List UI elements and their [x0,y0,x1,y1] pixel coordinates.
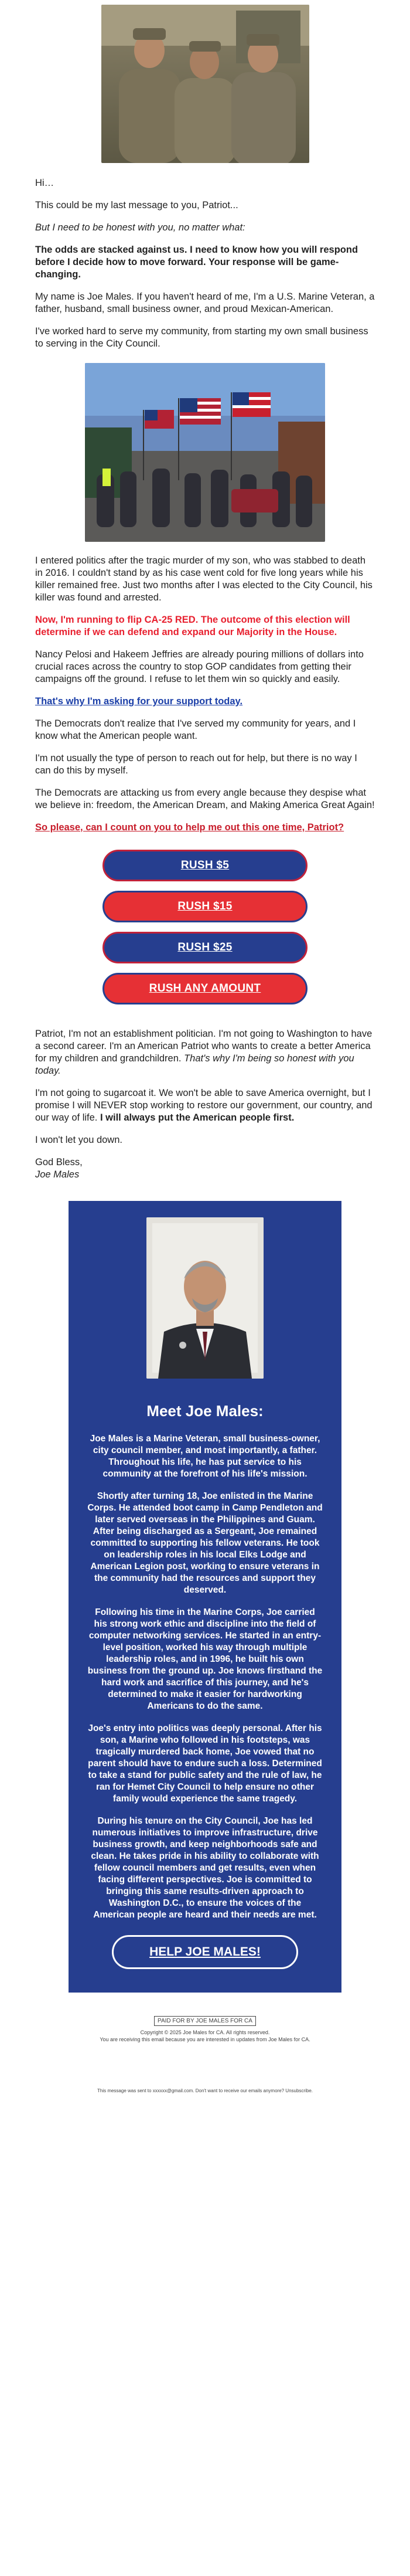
greeting: Hi… [35,178,54,188]
honest-paragraph: But I need to be honest with you, no matter what: [35,222,245,233]
closing-body [35,1028,375,1181]
signature: Joe Males [35,1169,80,1180]
sugarcoat-bold: I will always put the American people first. [100,1112,295,1123]
message-body-continued [35,555,375,834]
rush-5-button[interactable]: RUSH $5 [102,850,308,881]
paid-for-disclaimer: PAID FOR BY JOE MALES FOR CA [154,2016,256,2026]
bio-paragraph-1: Joe Males is a Marine Veteran, small business-owner, city council member, and most importantly, a father. Throughout his life, he has put service to his community at the forefront of his life's mission. [90,1434,320,1479]
signoff-block [35,1156,375,1181]
not-usually-paragraph: I'm not usually the type of person to reach out for help, but there is no way I can do this by myself. [35,753,357,776]
bio-paragraph-5: During his tenure on the City Council, Joe has led numerous initiatives to improve infrastructure, drive business growth, and keep neighborhoods safe and clean. He takes pride in his ability to collaborate with fellow council members and get results, even when facing different perspectives. Joe is committed to bringing this same results-driven approach to Washington D.C., to ensure the voices of the American people are heard and their needs are met. [91,1816,319,1920]
pelosi-paragraph: Nancy Pelosi and Hakeem Jeffries are already pouring millions of dollars into crucial races across the country to stop GOP candidates from getting their campaigns off the ground. I refuse to let them win so quickly and easily. [35,649,364,684]
stacked-paragraph: The odds are stacked against us. I need to know how you will respond before I decide how to move forward. Your response will be game-changing. [35,245,358,280]
bio-section [69,1201,341,1993]
sugarcoat-text: I'm not going to sugarcoat it. We won't be able to save America overnight, but I promise I will NEVER stop working to restore our government, our country, and our way of life. [35,1088,373,1123]
letdown-paragraph: I won't let you down. [35,1135,122,1145]
patriot-italic: That's why I'm being so honest with you today. [35,1053,354,1076]
flag-parade-photo [85,363,325,542]
email-body [35,0,375,2093]
rush-any-amount-button[interactable]: RUSH ANY AMOUNT [102,973,308,1004]
sugarcoat-paragraph [35,1087,375,1124]
democrats-paragraph: The Democrats don't realize that I've served my community for years, and I know what the American people want. [35,718,356,741]
worked-paragraph: I've worked hard to serve my community, from starting my own small business to serving in the City Council. [35,326,368,349]
message-body [35,177,375,350]
help-joe-males-button[interactable]: HELP JOE MALES! [112,1935,298,1969]
rush-15-button[interactable]: RUSH $15 [102,891,308,922]
attacking-paragraph: The Democrats are attacking us from every angle because they despise what we believe in: freedom, the American Dream, and Making America Great Again! [35,788,375,810]
receiving-notice: You are receiving this email because you are interested in updates from Joe Males for CA. [100,2037,310,2042]
patriot-paragraph [35,1028,375,1077]
copyright: Copyright © 2025 Joe Males for CA. All rights reserved. [140,2029,270,2035]
flip-paragraph: Now, I'm running to flip CA-25 RED. The outcome of this election will determine if we can defend and expand our Majority in the House. [35,615,350,637]
portrait-photo [146,1217,264,1379]
intro-paragraph: This could be my last message to you, Patriot... [35,200,238,211]
bio-paragraph-3: Following his time in the Marine Corps, Joe carried his strong work ethic and discipline into the field of computer networking services. He started in an entry-level position, worked his way through multiple leadership roles, and in 1996, he built his own business from the ground up. Joe knows firsthand the hard work and sacrifice of this journey, and he's determined to make it easier for hardworking Americans to do the same. [87,1607,323,1711]
marines-photo [101,5,309,163]
count-on-link[interactable]: So please, can I count on you to help me out this one time, Patriot? [35,822,344,833]
patriot-text: Patriot, I'm not an establishment politician. I'm not going to Washington to have a second career. I'm an American Patriot who wants to create a better America for my children and grandchildren. [35,1029,373,1064]
bio-paragraph-2: Shortly after turning 18, Joe enlisted in the Marine Corps. He attended boot camp in Camp Pendleton and later served overseas in the Philippines and Guam. After being discharged as a Sergeant, Joe remained committed to supporting his fellow veterans. He took on leadership roles in his local Elks Lodge and American Legion post, working to ensure veterans in the community had the resources and support they deserved. [87,1491,323,1595]
signoff: God Bless, [35,1157,83,1167]
unsubscribe-notice[interactable]: This message was sent to xxxxxx@gmail.com. Don't want to receive our emails anymore? Unsubscribe. [97,2088,313,2093]
rush-25-button[interactable]: RUSH $25 [102,932,308,963]
bio-heading: Meet Joe Males: [146,1402,264,1420]
support-link[interactable]: That's why I'm asking for your support today. [35,696,243,707]
name-paragraph: My name is Joe Males. If you haven't heard of me, I'm a U.S. Marine Veteran, a father, husband, small business owner, and proud Mexican-American. [35,291,375,314]
bio-paragraph-4: Joe's entry into politics was deeply personal. After his son, a Marine who followed in his footsteps, was tragically murdered back home, Joe vowed that no parent should have to endure such a loss. Determined to take a stand for public safety and the rule of law, he ran for Hemet City Council to help ensure no other family would experience the same tragedy. [88,1723,322,1804]
politics-paragraph: I entered politics after the tragic murder of my son, who was stabbed to death in 2016. I couldn't stand by as his case went cold for five long years while his killer remained free. Just two months after I was elected to the City Council, his killer was found and arrested. [35,555,373,603]
donate-buttons [35,844,375,1028]
footer [35,1993,375,2093]
